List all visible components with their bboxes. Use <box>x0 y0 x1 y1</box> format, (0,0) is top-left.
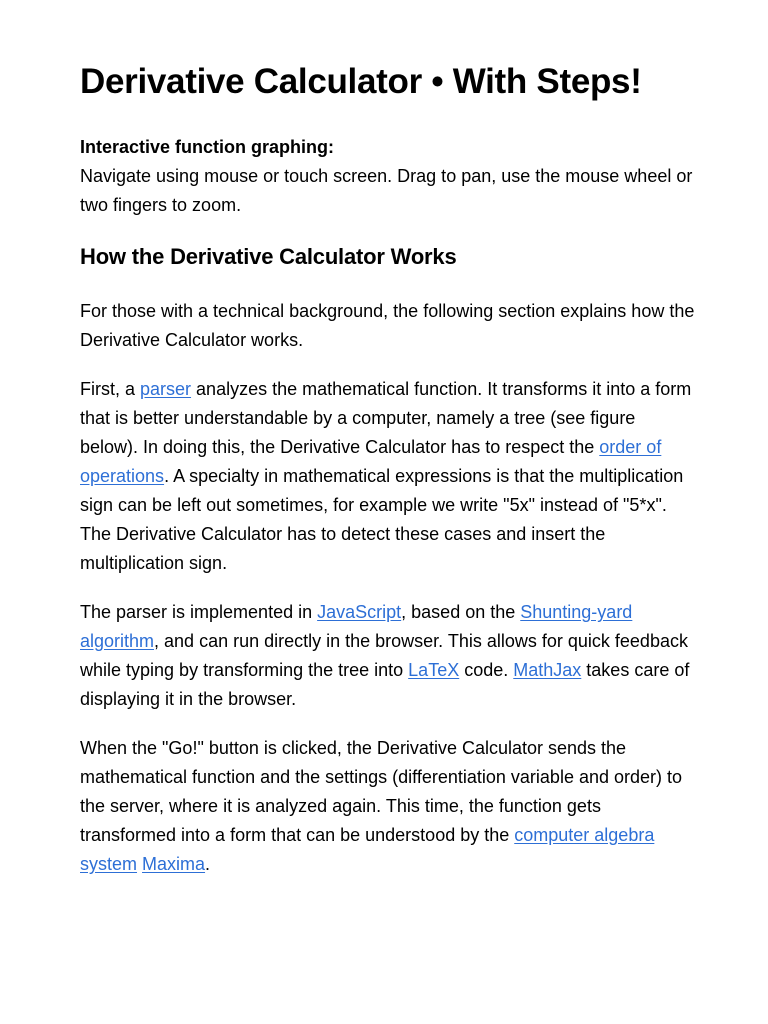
page-title: Derivative Calculator • With Steps! <box>80 62 642 101</box>
maxima-link[interactable]: Maxima <box>142 854 206 874</box>
paragraph-text: , based on the <box>401 602 521 622</box>
section-heading: How the Derivative Calculator Works <box>80 244 457 269</box>
paragraph-text: analyzes the mathematical function. It transforms it into a form that is better understandable by a computer, namely a tree (see figure below). In doing this, the Derivative Calculator has to respect the <box>80 379 692 457</box>
paragraph-text: code. <box>459 660 514 680</box>
intro-block <box>80 133 698 220</box>
paragraph-text: , and can run directly in the browser. This allows for quick feedback while typing by transforming the tree into <box>80 631 688 680</box>
paragraph-text: The parser is implemented in <box>80 602 318 622</box>
paragraph-technical-background <box>80 297 698 355</box>
parser-link[interactable]: parser <box>140 379 192 399</box>
intro-subhead: Interactive function graphing: <box>80 137 335 157</box>
mathjax-link[interactable]: MathJax <box>513 660 582 680</box>
latex-link[interactable]: LaTeX <box>408 660 460 680</box>
paragraph-implementation <box>80 598 698 714</box>
computer-algebra-system-link[interactable]: computer algebra system <box>80 825 655 874</box>
javascript-link[interactable]: JavaScript <box>317 602 402 622</box>
paragraph-server <box>80 734 698 879</box>
paragraph-text: . <box>205 854 211 874</box>
intro-text: Navigate using mouse or touch screen. Drag to pan, use the mouse wheel or two fingers to zoom. <box>80 166 693 215</box>
paragraph-text: For those with a technical background, the following section explains how the Derivative Calculator works. <box>80 301 695 350</box>
shunting-yard-algorithm-link[interactable]: Shunting-yard algorithm <box>80 602 633 651</box>
paragraph-text: . A specialty in mathematical expressions is that the multiplication sign can be left out sometimes, for example we write "5x" instead of "5*x". The Derivative Calculator has to detect these cases and insert the multiplication sign. <box>80 466 684 573</box>
paragraph-text: takes care of displaying it in the browser. <box>80 660 690 709</box>
paragraph-text: First, a <box>80 379 141 399</box>
paragraph-parser <box>80 375 698 578</box>
paragraph-text: When the "Go!" button is clicked, the Derivative Calculator sends the mathematical function and the settings (differentiation variable and order) to the server, where it is analyzed again. This time, the function gets transformed into a form that can be understood by the <box>80 738 683 845</box>
order-of-operations-link[interactable]: order of operations <box>80 437 662 486</box>
